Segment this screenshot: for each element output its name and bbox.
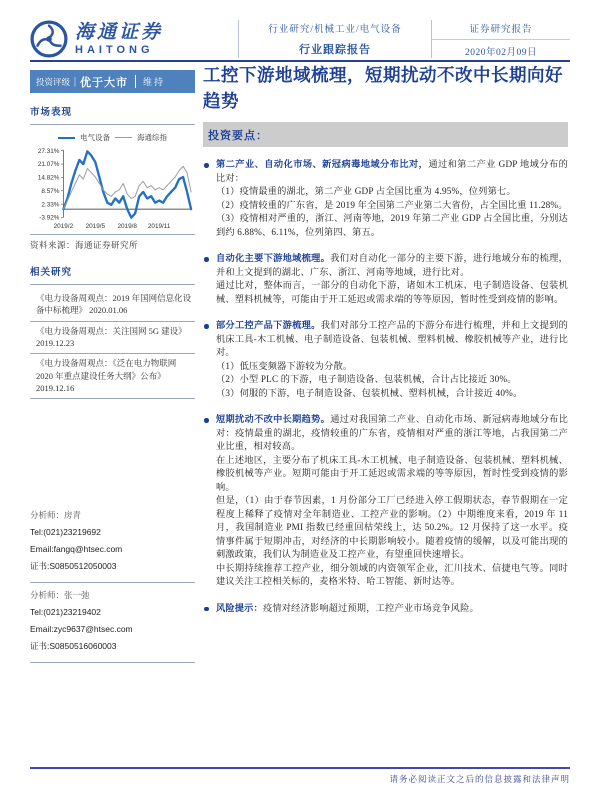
rating-status: 维持	[135, 75, 165, 88]
bullet-paragraph: 中长期持续推荐工控产业，细分领域的内资领军企业，汇川技术、信捷电气等。同时建议关注工控相关标的，麦格米特、哈工智能、新时达等。	[216, 562, 568, 586]
rating-value: 优于大市	[80, 76, 129, 89]
bullet-paragraph: 在上述地区，主要分布了机床工具-木工机械、电子制造设备、包装机械、塑料机械、橡胶机械等产业。短期可能由于开工延迟或需求端的等等原因，暂时性受到疫情的影响。	[216, 454, 568, 492]
haitong-logo-icon	[30, 20, 68, 58]
bullet-body: 通过和第二产业 GDP 地域分布的比对：	[216, 159, 569, 183]
haitong-logo	[30, 20, 238, 58]
bullet-text	[216, 602, 568, 616]
bullet-paragraph: （3）疫情相对严重的，浙江、河南等地，2019 年第二产业 GDP 占全国比重，分别达到约 6.88%、6.11%，位列第四、第五。	[216, 213, 568, 237]
analyst-tel: Tel:(021)23219692	[30, 527, 101, 537]
footer-disclaimer: 请务必阅读正文之后的信息披露和法律声明	[389, 774, 570, 784]
bullet-lead: 第二产业、自动化市场、新冠病毒地域分布比对，	[216, 159, 429, 169]
legend-line-gray-icon	[115, 137, 132, 138]
bullet-marker-icon	[204, 163, 209, 168]
header-center	[239, 21, 431, 57]
bullet-paragraph: （2）疫情较重的广东省，是 2019 年全国第二产业第二大省份，占全国比重 11.28%。	[216, 199, 568, 210]
analyst-name: 分析师：张一弛	[30, 590, 90, 600]
research-title: 《电力设备周观点：《泛在电力物联网 2020 年重点建设任务大纲》公布》	[36, 358, 177, 381]
bullet-body: 疫情对经济影响超过预期，工控产业市场竞争风险。	[262, 602, 479, 613]
related-research-heading: 相关研究	[30, 268, 73, 278]
sidebar-rule	[30, 284, 195, 285]
legend-line-blue-icon	[58, 137, 75, 139]
research-date: 2020.01.06	[89, 305, 128, 316]
key-points-list	[203, 158, 568, 615]
analyst-name: 分析师：房青	[30, 510, 82, 520]
svg-text:14.82%: 14.82%	[37, 174, 60, 182]
analyst-contacts	[30, 503, 195, 663]
svg-text:-3.92%: -3.92%	[39, 214, 60, 222]
sidebar-rule	[30, 234, 195, 235]
breadcrumb: 行业研究/机械工业/电气设备	[268, 25, 402, 35]
bullet-point	[203, 413, 568, 589]
bullet-point	[203, 252, 568, 306]
svg-text:27.31%: 27.31%	[37, 147, 60, 155]
header-right	[432, 21, 570, 58]
analyst-tel: Tel:(021)23219402	[30, 607, 101, 617]
research-item[interactable]	[30, 354, 195, 399]
chart-legend	[30, 132, 195, 143]
bullet-marker-icon	[204, 257, 209, 262]
svg-text:2019/11: 2019/11	[147, 222, 171, 230]
bullet-body: 我们对部分工控产品的下游分布进行梳理，并和上文提到的机床工具-木工机械、电子制造设备、包装机械、塑料机械、橡胶机械等产业，进行比对。	[216, 320, 568, 357]
analyst-cert: 证书:S0850512050003	[30, 561, 117, 571]
rating-label: 投资评级	[36, 76, 71, 87]
bullet-body: 我们对自动化一部分的主要下游，进行地域分布的梳理，并和上文提到的湖北、广东、浙江、河南等地域，进行比对。	[216, 253, 568, 277]
bullet-text	[216, 413, 568, 454]
bullet-lead: 风险提示：	[216, 602, 263, 613]
rating-pipe: |	[74, 76, 77, 87]
research-date: 2019.12.16	[36, 382, 75, 393]
sidebar-rule	[30, 124, 195, 125]
bullet-marker-icon	[204, 324, 209, 329]
analyst-card	[30, 503, 195, 583]
bullet-text	[216, 252, 568, 279]
key-points-bar	[203, 122, 568, 147]
analyst-cert: 证书:S0850516060003	[30, 641, 117, 651]
bullet-lead: 部分工控产品下游梳理。	[216, 320, 321, 330]
research-item[interactable]	[30, 289, 195, 322]
report-type-label: 行业跟踪报告	[299, 44, 371, 56]
page-title: 工控下游地域梳理，短期扰动不改中长期向好趋势	[203, 65, 563, 112]
sidebar	[30, 104, 195, 399]
analyst-email[interactable]: Email:zyc9637@htsec.com	[30, 624, 133, 634]
bullet-marker-icon	[204, 418, 209, 423]
research-title: 《电力设备周观点：2019 年国网信息化设备中标梳理》	[36, 293, 192, 316]
svg-text:2019/8: 2019/8	[117, 222, 137, 230]
svg-text:2019/5: 2019/5	[85, 222, 106, 230]
market-chart-svg	[30, 144, 195, 234]
bullet-marker-icon	[204, 607, 209, 612]
rating-badge	[30, 70, 195, 93]
bullet-paragraph: 但是，（1）由于春节因素，1 月份部分工厂已经进入停工假期状态，春节假期在一定程度上稀释了疫情对全年制造业、工控产业的影响。（2）中期维度来看，2019 年 11 月，我国制造业 PMI 指数已经重回枯荣线上，达 50.2%。12 月保持了这一水平。疫情事件属于短期冲击，对经济的中长期影响较小。随着疫情的缓解，以及可能出现的刺激政策，我们认为制造业及工控产业，有望重回快速增长。	[216, 495, 568, 559]
bullet-body: 通过对我国第二产业、自动化市场、新冠病毒地域分布比对：疫情最重的湖北，疫情较重的广东省，疫情相对严重的浙江等地，占我国第二产业比重，相对较高。	[216, 414, 568, 451]
market-performance-heading: 市场表现	[30, 108, 73, 118]
research-item[interactable]	[30, 322, 195, 355]
key-points-heading: 投资要点：	[208, 129, 268, 142]
related-research-list	[30, 289, 195, 399]
bullet-text	[216, 158, 568, 185]
research-date: 2019.12.23	[36, 337, 75, 348]
report-date: 2020年02月09日	[464, 47, 537, 58]
bullet-lead: 短期扰动不改中长期趋势。	[216, 414, 331, 424]
report-header	[30, 18, 570, 60]
svg-text:2.33%: 2.33%	[41, 201, 60, 209]
bullet-point-risk	[203, 602, 568, 616]
main-content	[203, 122, 568, 628]
bullet-paragraph: （3）伺服的下游，电子制造设备、包装机械、塑料机械，合计接近 40%。	[216, 387, 523, 398]
bullet-paragraph: 通过比对，整体而言，一部分的自动化下游，诸如木工机床、电子制造设备、包装机械、塑料机械等，可能由于开工延迟或需求端的等等原因，暂时性受到疫情的影响。	[216, 280, 568, 304]
research-title: 《电力设备周观点：关注国网 5G 建设》	[36, 325, 187, 336]
footer-rule	[30, 767, 570, 769]
bullet-text	[216, 319, 568, 360]
bullet-point	[203, 319, 568, 400]
logo-text	[75, 23, 163, 56]
svg-text:8.57%: 8.57%	[41, 187, 60, 195]
legend-label-index: 海通综指	[137, 133, 167, 142]
bullet-paragraph: （1）疫情最重的湖北，第二产业 GDP 占全国比重为 4.95%，位列第七。	[216, 186, 516, 196]
report-series-label: 证券研究报告	[432, 21, 570, 40]
svg-text:21.07%: 21.07%	[37, 161, 60, 169]
legend-label-electrical: 电气设备	[80, 133, 110, 142]
bullet-lead: 自动化主要下游地域梳理。	[216, 253, 331, 263]
bullet-paragraph: （1）低压变频器下游较为分散。	[216, 360, 353, 371]
chart-source: 资料来源：海通证券研究所	[30, 240, 139, 250]
svg-text:2019/2: 2019/2	[53, 222, 74, 230]
bullet-paragraph: （2）小型 PLC 的下游，电子制造设备、包装机械，合计占比接近 30%。	[216, 374, 517, 384]
analyst-card	[30, 583, 195, 663]
analyst-email[interactable]: Email:fangq@htsec.com	[30, 544, 123, 554]
logo-name-cn: 海通证券	[75, 21, 164, 43]
logo-name-en: HAITONG	[75, 43, 154, 56]
bullet-point	[203, 158, 568, 239]
